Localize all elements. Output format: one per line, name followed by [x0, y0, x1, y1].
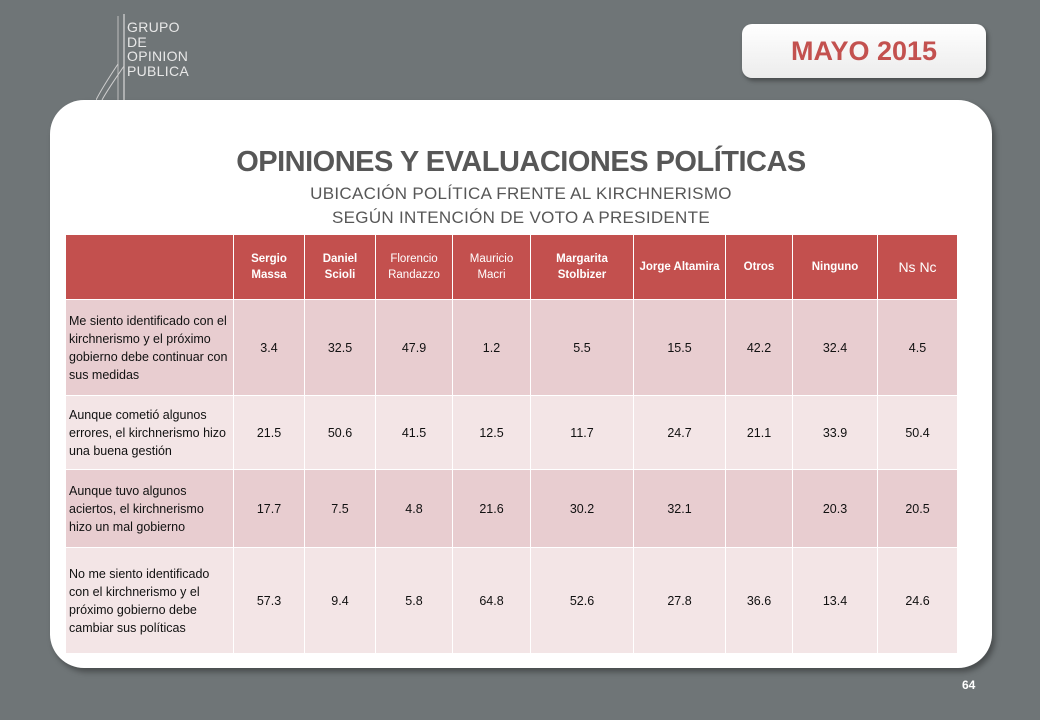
table-cell: 3.4	[234, 300, 305, 396]
table-cell: 13.4	[793, 548, 878, 654]
logo-line: DE	[127, 33, 148, 50]
table-cell: 33.9	[793, 396, 878, 470]
header-cell: Daniel Scioli	[305, 235, 376, 300]
table-row	[66, 470, 958, 548]
header-cell: Mauricio Macri	[453, 235, 531, 300]
table-cell: 9.4	[305, 548, 376, 654]
table-cell	[726, 470, 793, 548]
header-cell: Ns Nc	[878, 235, 958, 300]
row-label: Aunque cometió algunos errores, el kirchnerismo hizo una buena gestión	[66, 396, 234, 470]
table-cell: 20.5	[878, 470, 958, 548]
subtitle-1: UBICACIÓN POLÍTICA FRENTE AL KIRCHNERISMO	[310, 184, 732, 203]
table-cell: 20.3	[793, 470, 878, 548]
logo-line: GRUPO	[127, 19, 180, 35]
table-cell: 4.8	[376, 470, 453, 548]
header-cell: Jorge Altamira	[634, 235, 726, 300]
table-row	[66, 548, 958, 654]
table-cell: 12.5	[453, 396, 531, 470]
page-title: OPINIONES Y EVALUACIONES POLÍTICAS	[236, 146, 806, 178]
header-cell: Ninguno	[793, 235, 878, 300]
page-number: 64	[962, 678, 976, 692]
table-cell: 50.4	[878, 396, 958, 470]
table-cell: 21.5	[234, 396, 305, 470]
table-cell: 41.5	[376, 396, 453, 470]
table-cell: 57.3	[234, 548, 305, 654]
table-cell: 27.8	[634, 548, 726, 654]
table-cell: 50.6	[305, 396, 376, 470]
logo	[96, 14, 216, 100]
subtitle-2: SEGÚN INTENCIÓN DE VOTO A PRESIDENTE	[332, 208, 710, 227]
table-cell: 4.5	[878, 300, 958, 396]
table-row	[66, 300, 958, 396]
table-cell: 52.6	[531, 548, 634, 654]
logo-text	[127, 20, 189, 78]
table-cell: 32.5	[305, 300, 376, 396]
table-cell: 5.5	[531, 300, 634, 396]
table-cell: 5.8	[376, 548, 453, 654]
table-cell: 15.5	[634, 300, 726, 396]
logo-line: OPINION	[127, 48, 189, 64]
table-cell: 30.2	[531, 470, 634, 548]
header-cell: Margarita Stolbizer	[531, 235, 634, 300]
table-cell: 11.7	[531, 396, 634, 470]
table-cell: 17.7	[234, 470, 305, 548]
table-cell: 32.4	[793, 300, 878, 396]
table-cell: 47.9	[376, 300, 453, 396]
table-header-row	[66, 235, 958, 300]
table-cell: 32.1	[634, 470, 726, 548]
row-label: Me siento identificado con el kirchnerismo y el próximo gobierno debe continuar con sus medidas	[66, 300, 234, 396]
table-cell: 36.6	[726, 548, 793, 654]
results-table	[65, 234, 958, 654]
date-badge: MAYO 2015	[742, 24, 986, 78]
table-cell: 24.7	[634, 396, 726, 470]
header-cell: Sergio Massa	[234, 235, 305, 300]
header-cell: Florencio Randazzo	[376, 235, 453, 300]
table-cell: 21.6	[453, 470, 531, 548]
table-row	[66, 396, 958, 470]
header-cell: Otros	[726, 235, 793, 300]
table-cell: 24.6	[878, 548, 958, 654]
table-cell: 21.1	[726, 396, 793, 470]
table-cell: 7.5	[305, 470, 376, 548]
header-corner	[66, 235, 234, 300]
row-label: Aunque tuvo algunos aciertos, el kirchnerismo hizo un mal gobierno	[66, 470, 234, 548]
row-label: No me siento identificado con el kirchnerismo y el próximo gobierno debe cambiar sus políticas	[66, 548, 234, 654]
table-cell: 42.2	[726, 300, 793, 396]
logo-line: PUBLICA	[127, 62, 190, 79]
table-cell: 64.8	[453, 548, 531, 654]
table-cell: 1.2	[453, 300, 531, 396]
